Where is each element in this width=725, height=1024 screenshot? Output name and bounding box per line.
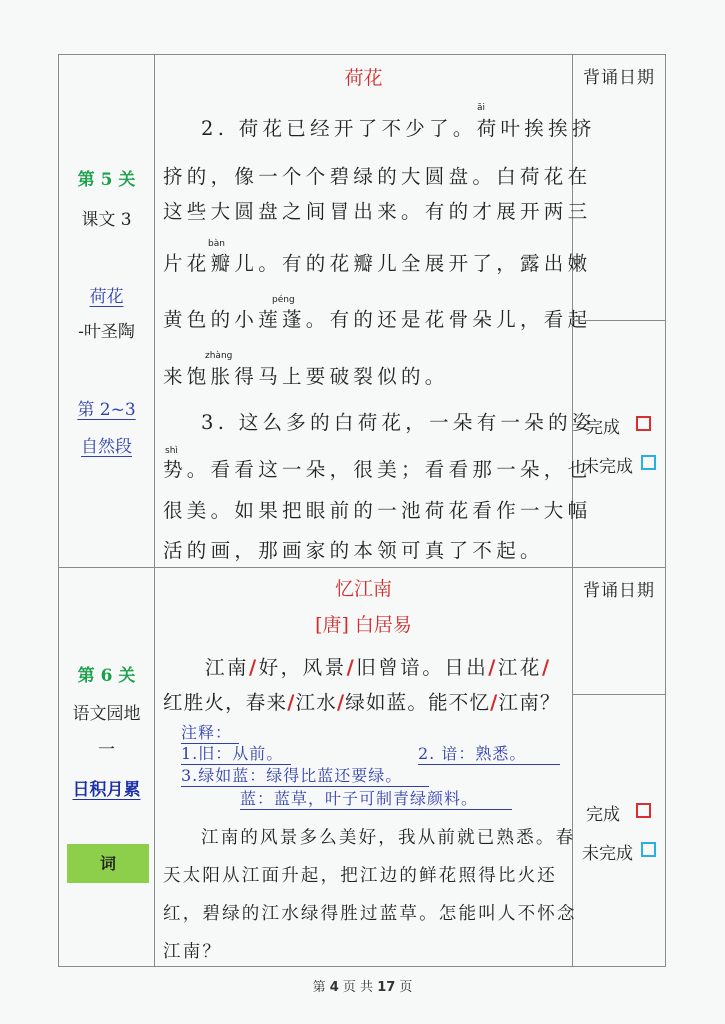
level-6-row <box>59 567 665 967</box>
footer-prefix: 第 <box>312 980 326 995</box>
pinyin-zhang: zhàng <box>205 351 233 361</box>
recitation-date-label: 背诵日期 <box>583 581 655 601</box>
undone-checkbox[interactable] <box>641 842 656 857</box>
undone-checkbox[interactable] <box>641 455 656 470</box>
text-cell <box>155 568 577 967</box>
topic-link[interactable]: 日积月累 <box>72 780 141 800</box>
done-label: 完成 <box>586 805 620 825</box>
text-line: 很美。如果把眼前的一池荷花看作一大幅 <box>163 499 592 522</box>
done-label: 完成 <box>586 418 620 438</box>
text-line: 势。看看这一朵，很美；看看那一朵，也 <box>163 458 592 481</box>
note-1: 1.旧：从前。 <box>181 744 291 765</box>
level-info-cell <box>59 568 155 967</box>
recitation-status-cell <box>573 55 665 567</box>
poem-author: [唐] 白居易 <box>315 614 412 636</box>
pinyin-ai: āi <box>477 103 486 113</box>
undone-label: 未完成 <box>582 457 633 477</box>
recitation-date-cell[interactable] <box>573 55 665 321</box>
text-line: 这些大圆盘之间冒出来。有的才展开两三 <box>163 200 592 223</box>
text-line: 2. 荷花已经开了不少了。荷叶挨挨挤 <box>201 117 596 140</box>
level-info-cell <box>59 55 155 567</box>
pinyin-peng: péng <box>272 295 295 305</box>
done-checkbox[interactable] <box>636 803 651 818</box>
paragraph-range-link-2[interactable]: 自然段 <box>81 437 132 457</box>
text-line: 来饱胀得马上要破裂似的。 <box>163 365 449 388</box>
recitation-date-label: 背诵日期 <box>583 68 655 88</box>
category-badge: 词 <box>67 844 149 883</box>
recitation-status-cell <box>573 568 665 967</box>
translation-line: 江南的风景多么美好，我从前就已熟悉。春 <box>201 828 576 848</box>
text-cell <box>155 55 596 567</box>
text-line: 3. 这么多的白荷花，一朵有一朵的姿 <box>201 411 596 434</box>
notes-title: 注释： <box>181 723 239 744</box>
total-pages: 17 <box>377 980 396 995</box>
note-3: 3.绿如蓝：绿得比蓝还要绿。 <box>181 766 429 787</box>
note-4: 蓝：蓝草，叶子可制青绿颜料。 <box>240 789 512 810</box>
translation-line: 红，碧绿的江水绿得胜过蓝草。怎能叫人不怀念 <box>163 904 577 924</box>
text-title: 荷花 <box>344 67 383 89</box>
author-label: -叶圣陶 <box>78 322 135 342</box>
done-checkbox[interactable] <box>636 416 651 431</box>
poem-line-2: 红胜火，春来/江水/绿如蓝。能不忆/江南？ <box>163 691 561 714</box>
unit-label: 语文园地 <box>72 704 141 724</box>
text-line: 黄色的小莲蓬。有的还是花骨朵儿，看起 <box>163 308 592 331</box>
current-page-number: 4 <box>329 980 339 995</box>
translation-line: 天太阳从江面升起，把江边的鲜花照得比火还 <box>163 866 557 886</box>
text-line: 挤的，像一个个碧绿的大圆盘。白荷花在 <box>163 165 592 188</box>
lesson-label: 课文 3 <box>81 210 132 230</box>
translation-line: 江南？ <box>163 942 223 962</box>
footer-middle: 页 共 <box>342 980 374 995</box>
recitation-table <box>58 54 666 967</box>
pinyin-ban: bàn <box>208 239 225 249</box>
page-footer <box>0 976 725 995</box>
note-2: 2. 谙：熟悉。 <box>418 744 560 765</box>
undone-label: 未完成 <box>582 844 633 864</box>
level-label: 第 6 关 <box>77 666 136 686</box>
recitation-date-cell[interactable] <box>573 568 665 695</box>
footer-suffix: 页 <box>399 980 413 995</box>
unit-number: 一 <box>98 740 115 760</box>
level-label: 第 5 关 <box>77 170 136 190</box>
pinyin-shi: shì <box>165 446 178 456</box>
text-line: 片花瓣儿。有的花瓣儿全展开了，露出嫩 <box>163 252 592 275</box>
poem-line-1: 江南/好，风景/旧曾谙。日出/江花/ <box>205 656 552 679</box>
text-line: 活的画，那画家的本领可真了不起。 <box>163 539 544 562</box>
poem-title: 忆江南 <box>334 578 392 600</box>
lesson-title-link[interactable]: 荷花 <box>89 287 124 307</box>
paragraph-range-link[interactable]: 第 2~3 <box>77 400 136 420</box>
level-5-row <box>59 55 665 567</box>
